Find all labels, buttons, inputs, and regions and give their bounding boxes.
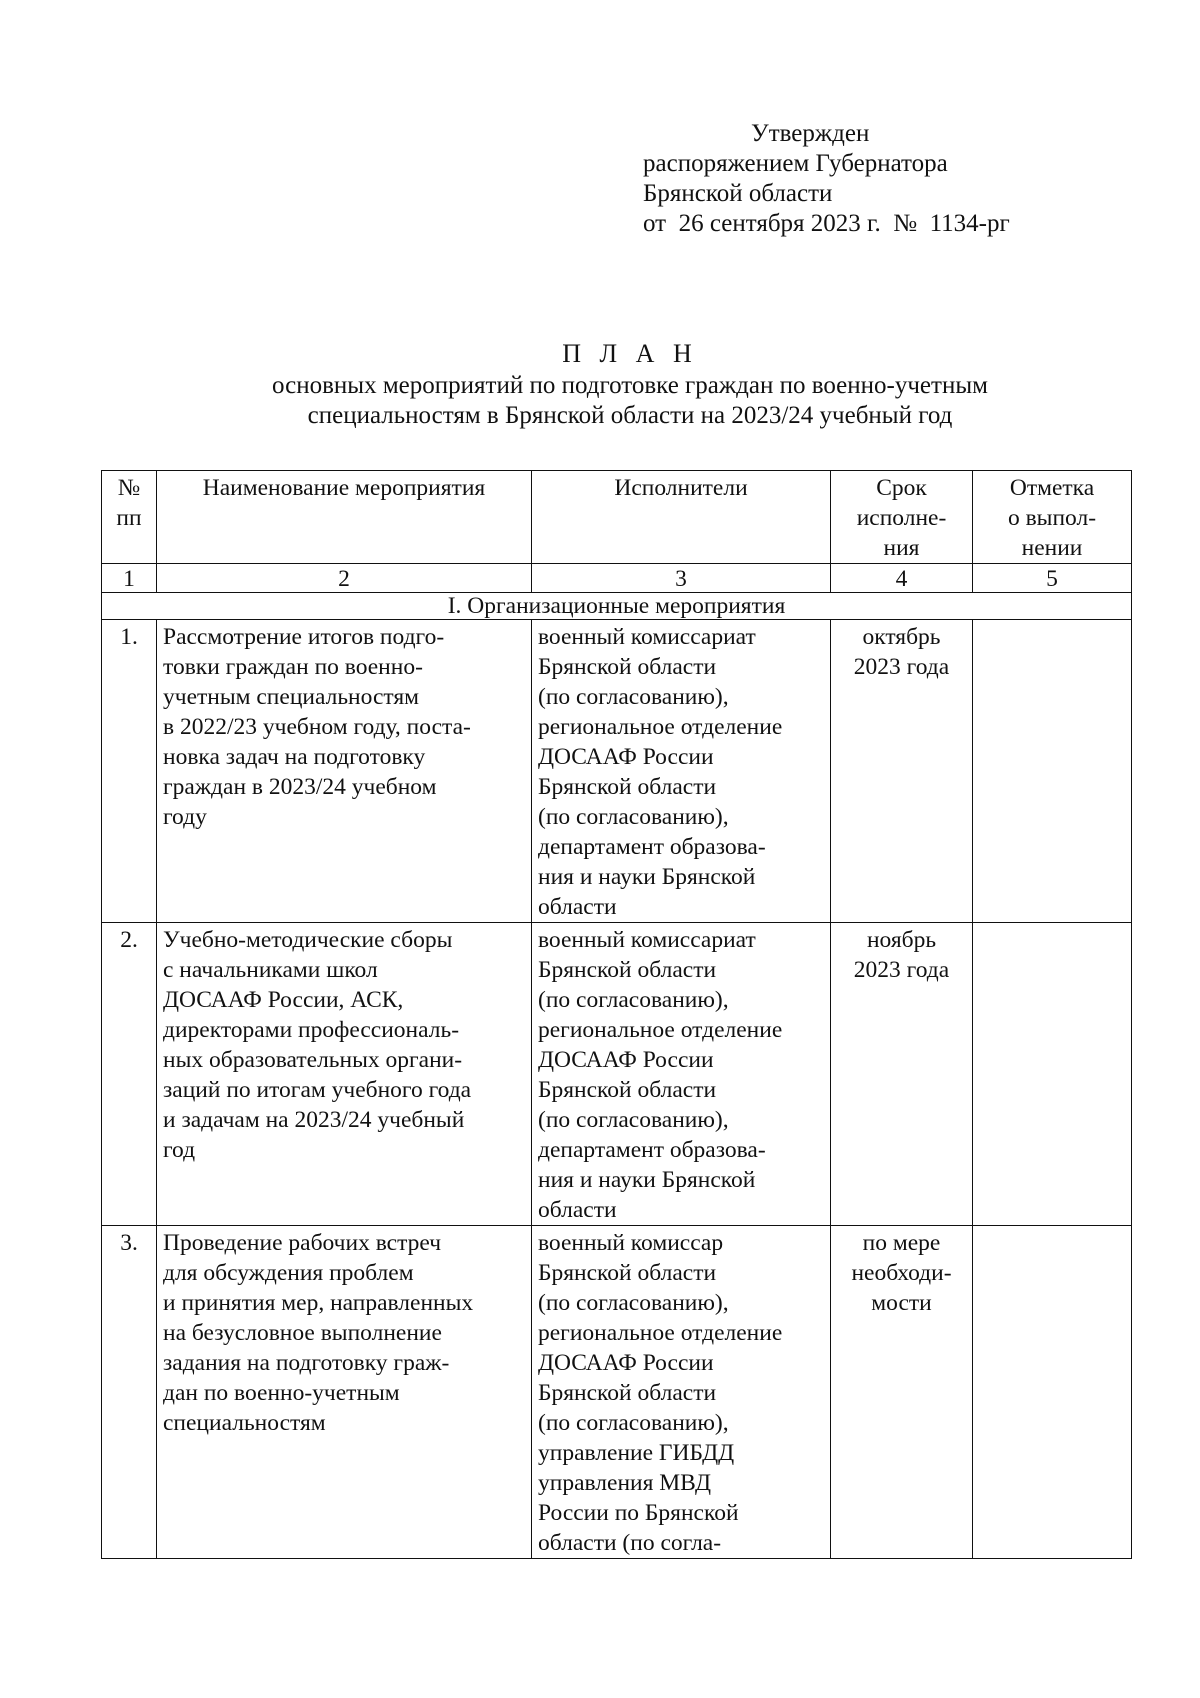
activity-name-line: заций по итогам учебного года [163,1077,472,1103]
executors-line: военный комиссар [538,1230,724,1256]
executors [532,923,831,1226]
executors-line: (по согласованию), [538,987,729,1013]
executors-line: департамент образова- [538,834,766,860]
executors-line: региональное отделение [538,714,783,740]
executors-line: управление ГИБДД [538,1440,735,1466]
activity-name-line: на безусловное выполнение [163,1320,442,1346]
header-cell-deadline [831,471,973,564]
title-heading: П Л А Н [562,339,698,368]
activity-name-line: и задачам на 2023/24 учебный [163,1107,465,1133]
column-number: 4 [831,564,973,593]
activity-name-line: с начальниками школ [163,957,378,983]
deadline-line: 2023 года [853,957,950,983]
executors-line: ДОСААФ России [538,1047,714,1073]
header-text: ния [883,535,920,561]
header-row [102,471,1132,564]
executors-line: ДОСААФ России [538,1350,714,1376]
header-cell-executors [532,471,831,564]
executors-line: Брянской области [538,774,717,800]
executors-line: Брянской области [538,1077,717,1103]
executors [532,1226,831,1559]
executors-line: Брянской области [538,654,717,680]
activity-name-line: дан по военно-учетным [163,1380,400,1406]
executors-line: (по согласованию), [538,804,729,830]
header-text: Отметка [1009,475,1095,501]
activity-name-line: товки граждан по военно- [163,654,423,680]
executors-line: (по согласованию), [538,1410,729,1436]
approval-line-1: Утвержден [751,120,870,147]
column-number: 5 [973,564,1132,593]
approval-block [643,119,1010,239]
executors-line: ния и науки Брянской [538,864,756,890]
activity-name-line: Рассмотрение итогов подго- [163,624,445,650]
executors-line: (по согласованию), [538,684,729,710]
activity-name-line: Учебно-методические сборы [163,927,453,953]
executors-line: ДОСААФ России [538,744,714,770]
executors-line: Брянской области [538,957,717,983]
header-cell-mark [973,471,1132,564]
activity-name-line: ДОСААФ России, АСК, [163,987,404,1013]
executors-line: России по Брянской [538,1500,739,1526]
row-number: 3. [102,1226,157,1559]
deadline [831,620,973,923]
header-cell-name [157,471,532,564]
activity-name-line: директорами профессиональ- [163,1017,460,1043]
activity-name-line: специальностям [163,1410,326,1436]
section-row [102,593,1132,620]
header-text: Наименование мероприятия [202,475,486,501]
executors-line: региональное отделение [538,1320,783,1346]
header-text: Срок [876,475,927,501]
executors-line: (по согласованию), [538,1290,729,1316]
executors-line: военный комиссариат [538,927,756,953]
deadline [831,923,973,1226]
title-subtitle-line-1: основных мероприятий по подготовке граждан по военно-учетным [272,372,988,399]
header-text: пп [116,505,142,531]
executors-line: Брянской области [538,1260,717,1286]
deadline [831,1226,973,1559]
table-row [102,923,1132,1226]
activity-name-line: и принятия мер, направленных [163,1290,474,1316]
activity-name-line: год [163,1137,196,1163]
activity-name [157,1226,532,1559]
deadline-line: ноябрь [866,927,937,953]
header-text: о выпол- [1007,505,1097,531]
section-title: I. Организационные мероприятия [102,593,1132,620]
document-title [0,339,1200,431]
activity-name-line: ных образовательных органи- [163,1047,463,1073]
header-text: № [117,475,141,501]
executors-line: (по согласованию), [538,1107,729,1133]
row-number: 2. [102,923,157,1226]
executors-line: региональное отделение [538,1017,783,1043]
activity-name [157,620,532,923]
approval-line-3: Брянской области [643,180,833,207]
completion-mark [973,620,1132,923]
row-number: 1. [102,620,157,923]
activity-name-line: в 2022/23 учебном году, поста- [163,714,471,740]
column-number: 2 [157,564,532,593]
executors-line: военный комиссариат [538,624,756,650]
executors-line: управления МВД [538,1470,711,1496]
approval-line-4: от 26 сентября 2023 г. № 1134-рг [643,210,1010,237]
header-text: исполне- [856,505,947,531]
deadline-line: 2023 года [853,654,950,680]
column-number: 3 [532,564,831,593]
activity-name-line: задания на подготовку граж- [163,1350,450,1376]
executors [532,620,831,923]
activity-name-line: граждан в 2023/24 учебном [163,774,437,800]
activity-name-line: для обсуждения проблем [163,1260,414,1286]
deadline-line: мости [871,1290,932,1316]
completion-mark [973,923,1132,1226]
executors-line: Брянской области [538,1380,717,1406]
header-text: нении [1021,535,1083,561]
executors-line: ния и науки Брянской [538,1167,756,1193]
executors-line: департамент образова- [538,1137,766,1163]
executors-line: области (по согла- [538,1530,722,1556]
header-cell-num [102,471,157,564]
title-subtitle-line-2: специальностям в Брянской области на 2023/24 учебный год [307,402,953,429]
deadline-line: по мере [862,1230,941,1256]
approval-line-2: распоряжением Губернатора [643,150,948,177]
activity-name-line: учетным специальностям [163,684,420,710]
column-number-row [102,564,1132,593]
deadline-line: необходи- [851,1260,952,1286]
activity-name [157,923,532,1226]
activity-name-line: Проведение рабочих встреч [163,1230,442,1256]
header-text: Исполнители [614,475,748,501]
activity-name-line: году [163,804,207,830]
executors-line: области [538,1197,617,1223]
deadline-line: октябрь [862,624,941,650]
completion-mark [973,1226,1132,1559]
column-number: 1 [102,564,157,593]
table-row [102,620,1132,923]
activity-name-line: новка задач на подготовку [163,744,426,770]
table-row [102,1226,1132,1559]
executors-line: области [538,894,617,920]
plan-table [101,470,1132,1559]
